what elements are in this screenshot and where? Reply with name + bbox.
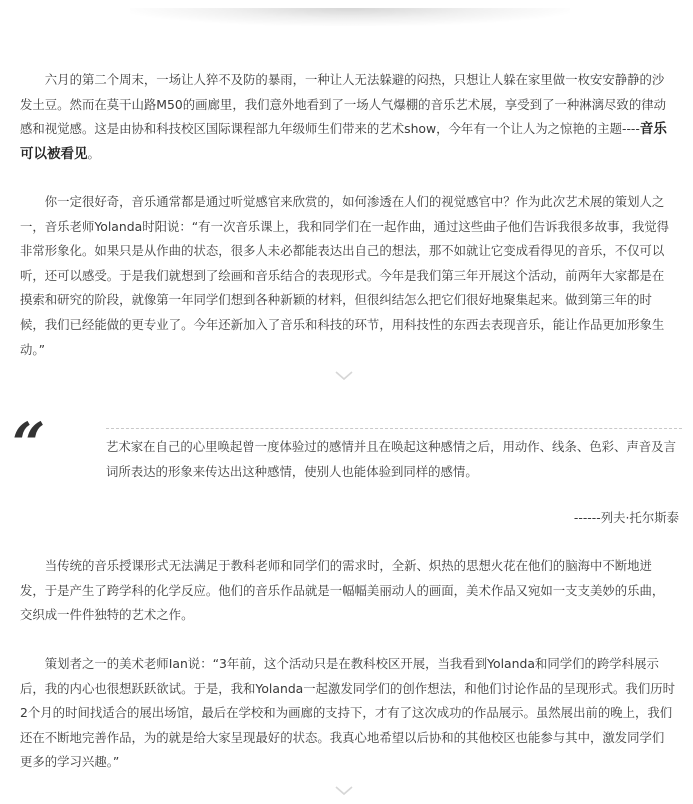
- paragraph-1-end: 。: [87, 145, 100, 161]
- header-shadow-divider: [130, 8, 570, 26]
- article-paragraph-4: 策划者之一的美术老师Ian说：“3年前，这个活动只是在教科校区开展，当我看到Yolanda和同学们的跨学科展示后，我的内心也很想跃跃欲试。于是，我和Yolanda一起激发同学们的创作想法，和他们讨论作品的呈现形式。我们历时2个月的时间找适合的展出场馆，最后在学校和为画廊的支持下，才有了这次成功的作品展示。虽然展出前的晚上，我们还在不断地完善作品，为的就是给大家呈现最好的状态。我真心地希望以后协和的其他校区也能参与其中，激发同学们更多的学习兴趣。”: [20, 656, 675, 770]
- quote-mark-icon: “: [12, 410, 40, 478]
- article-paragraph-3: 当传统的音乐授课形式无法满足于教科老师和同学们的需求时，全新、炽热的思想火花在他们的脑海中不断地迸发，于是产生了跨学科的化学反应。他们的音乐作品就是一幅幅美丽动人的画面，美术作品又宛如一支支美妙的乐曲，交织成一件件独特的艺术之作。: [20, 558, 665, 623]
- article-paragraph-2: 你一定很好奇，音乐通常都是通过听觉感官来欣赏的，如何渗透在人们的视觉感官中？作为此次艺术展的策划人之一，音乐老师Yolanda时阳说：“有一次音乐课上，我和同学们在一起作曲，通过这些曲子他们告诉我很多故事，我觉得非常形象化。如果只是从作曲的状态，很多人未必都能表达出自己的想法，那不如就让它变成看得见的音乐，不仅可以听，还可以感受。于是我们就想到了绘画和音乐结合的表现形式。今年是我们第三年开展这个活动，前两年大家都是在摸索和研究的阶段，就像第一年同学们想到各种新颖的材料，但很纠结怎么把它们很好地聚集起来。做到第三年的时候，我们已经能做的更专业了。今年还新加入了音乐和科技的环节，用科技性的东西去表现音乐，能让作品更加形象生动。”: [20, 194, 670, 357]
- quote-text: 艺术家在自己的心里唤起曾一度体验过的感情并且在唤起这种感情之后，用动作、线条、色彩、声音及言词所表达的形象来传达出这种感情，使别人也能体验到同样的感情。: [106, 439, 676, 479]
- chevron-down-icon: [335, 371, 353, 381]
- article-paragraph-1: [20, 68, 675, 166]
- paragraph-1-text: 六月的第二个周末，一场让人猝不及防的暴雨，一种让人无法躲避的闷热，只想让人躲在家里做一枚安安静静的沙发土豆。然而在莫干山路M50的画廊里，我们意外地看到了一场人气爆棚的音乐艺术展，享受到了一种淋漓尽致的律动感和视觉感。这是由协和科技校区国际课程部九年级师生们带来的艺术show，今年有一个让人为之惊艳的主题----: [20, 72, 666, 137]
- chevron-down-icon: [335, 786, 353, 796]
- blockquote: [106, 428, 682, 484]
- theme-highlight: 音乐可以被看见: [20, 121, 667, 162]
- quote-author: ------列夫·托尔斯泰: [573, 510, 679, 525]
